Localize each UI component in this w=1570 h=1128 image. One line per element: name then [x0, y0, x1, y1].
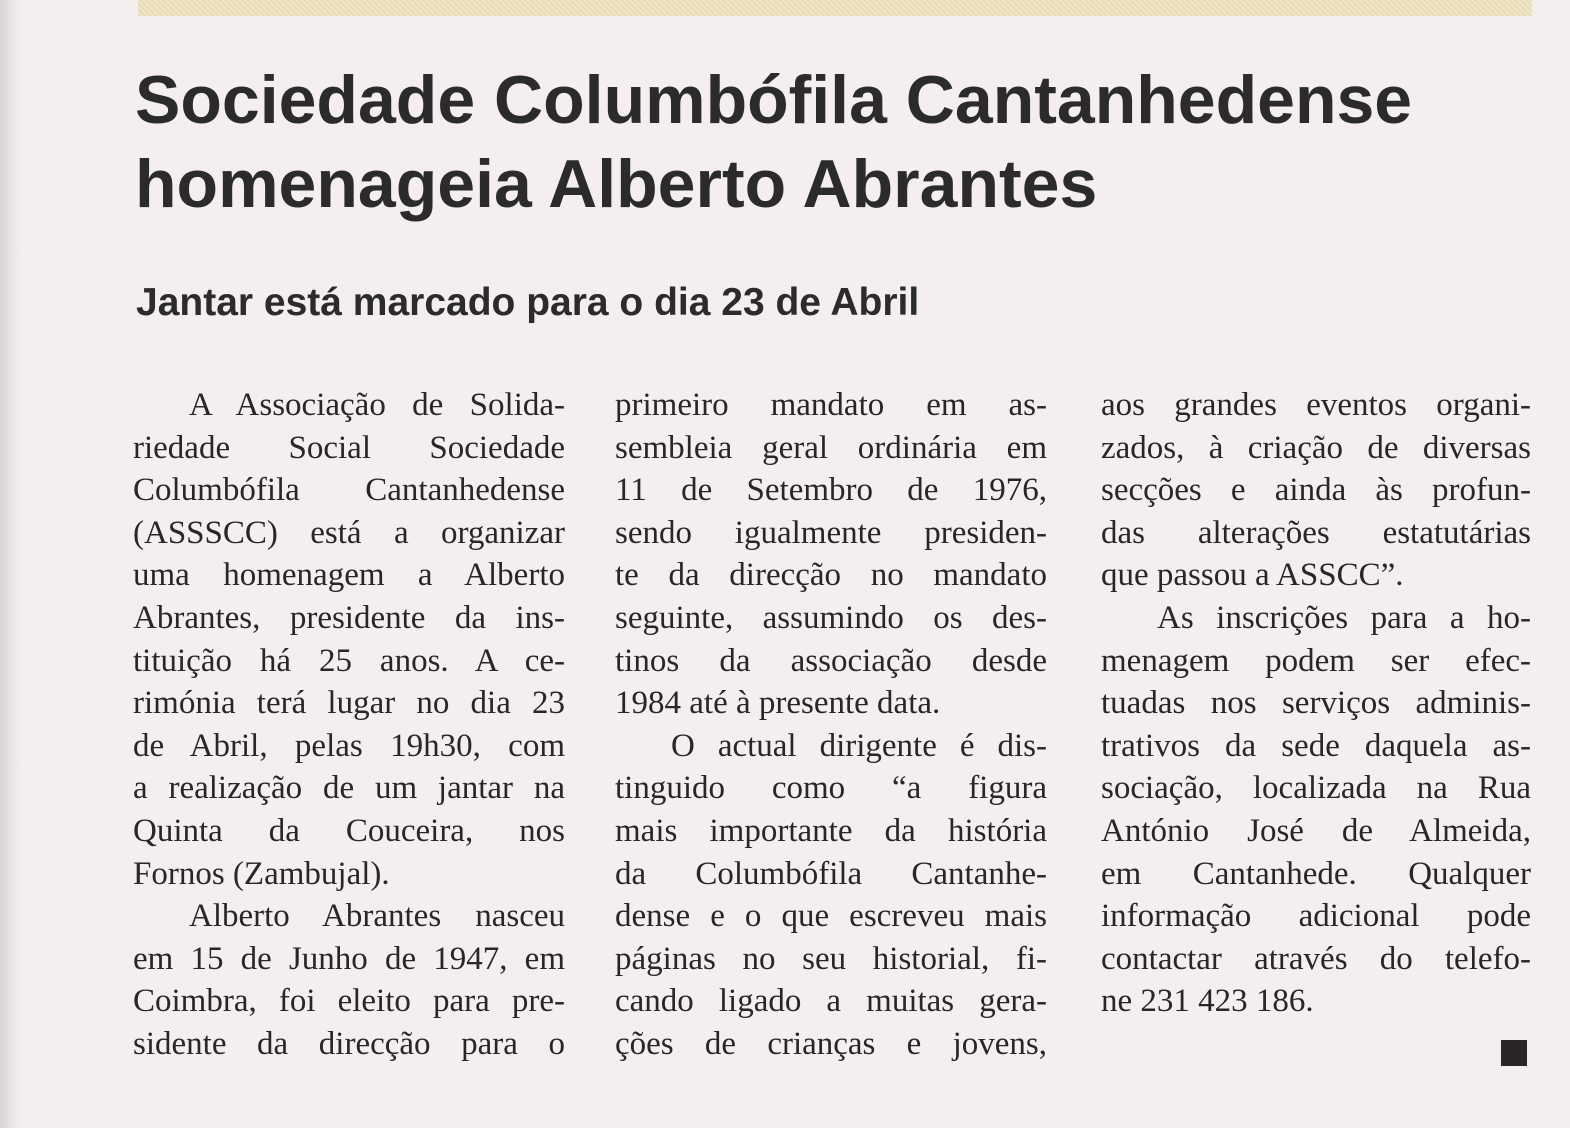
article-headline: [135, 58, 1535, 226]
column-line: dense e o que escreveu mais: [615, 898, 1047, 935]
column-line: tituição há 25 anos. A ce-: [133, 642, 565, 679]
column-line: das alterações estatutárias: [1101, 514, 1531, 551]
column-line: a realização de um jantar na: [133, 770, 565, 807]
column-line: da Columbófila Cantanhe-: [615, 855, 1047, 892]
column-line: 11 de Setembro de 1976,: [615, 472, 1047, 509]
column-line: riedade Social Sociedade: [133, 429, 565, 466]
column-line: menagem podem ser efec-: [1101, 642, 1531, 679]
column-line: de Abril, pelas 19h30, com: [133, 727, 565, 764]
column-line: rimónia terá lugar no dia 23: [133, 685, 565, 722]
column-line: Abrantes, presidente da ins-: [133, 599, 565, 636]
column-line: Coimbra, foi eleito para pre-: [133, 983, 565, 1020]
top-decorative-band: [138, 0, 1532, 16]
article-end-square-icon: [1501, 1040, 1527, 1066]
column-line: sociação, localizada na Rua: [1101, 770, 1531, 807]
column-line: As inscrições para a ho-: [1157, 599, 1531, 636]
column-line: Quinta da Couceira, nos: [133, 812, 565, 849]
column-line: tinos da associação desde: [615, 642, 1047, 679]
column-line: uma homenagem a Alberto: [133, 557, 565, 594]
column-line: tinguido como “a figura: [615, 770, 1047, 807]
column-line: sendo igualmente presiden-: [615, 514, 1047, 551]
column-line: em Cantanhede. Qualquer: [1101, 855, 1531, 892]
column-line: trativos da sede daquela as-: [1101, 727, 1531, 764]
headline-line-1: Sociedade Columbófila Cantanhedense: [135, 62, 1413, 138]
column-line: em 15 de Junho de 1947, em: [133, 940, 565, 977]
article-subheadline: Jantar está marcado para o dia 23 de Abril: [136, 281, 920, 324]
article-column-2: [615, 384, 1047, 1066]
column-line: cando ligado a muitas gera-: [615, 983, 1047, 1020]
column-line: zados, à criação de diversas: [1101, 429, 1531, 466]
column-line: Columbófila Cantanhedense: [133, 472, 565, 509]
column-line: sidente da direcção para o: [133, 1025, 565, 1062]
column-line: (ASSSCC) está a organizar: [133, 514, 565, 551]
headline-line-2: homenageia Alberto Abrantes: [135, 146, 1098, 222]
column-line: primeiro mandato em as-: [615, 387, 1047, 423]
column-line: te da direcção no mandato: [615, 557, 1047, 594]
column-line: mais importante da história: [615, 812, 1047, 849]
column-line: Fornos (Zambujal).: [133, 855, 390, 892]
column-line: O actual dirigente é dis-: [671, 727, 1047, 764]
column-line: António José de Almeida,: [1101, 812, 1531, 849]
article-column-3: [1101, 384, 1531, 1023]
column-line: páginas no seu historial, fi-: [615, 940, 1047, 977]
column-line: sembleia geral ordinária em: [615, 429, 1047, 466]
column-line: aos grandes eventos organi-: [1101, 387, 1531, 423]
column-line: seguinte, assumindo os des-: [615, 599, 1047, 636]
page-fold-edge: [0, 0, 22, 1128]
column-line: secções e ainda às profun-: [1101, 472, 1531, 509]
column-line: A Associação de Solida-: [189, 387, 565, 423]
article-column-1: [133, 384, 565, 1066]
column-line: 1984 até à presente data.: [615, 685, 941, 722]
column-line: ne 231 423 186.: [1101, 983, 1314, 1020]
column-line: contactar através do telefo-: [1101, 940, 1531, 977]
column-line: ções de crianças e jovens,: [615, 1025, 1047, 1062]
column-line: tuadas nos serviços adminis-: [1101, 685, 1531, 722]
column-line: Alberto Abrantes nasceu: [189, 898, 565, 935]
column-line: que passou a ASSCC”.: [1101, 557, 1404, 594]
column-line: informação adicional pode: [1101, 898, 1531, 935]
